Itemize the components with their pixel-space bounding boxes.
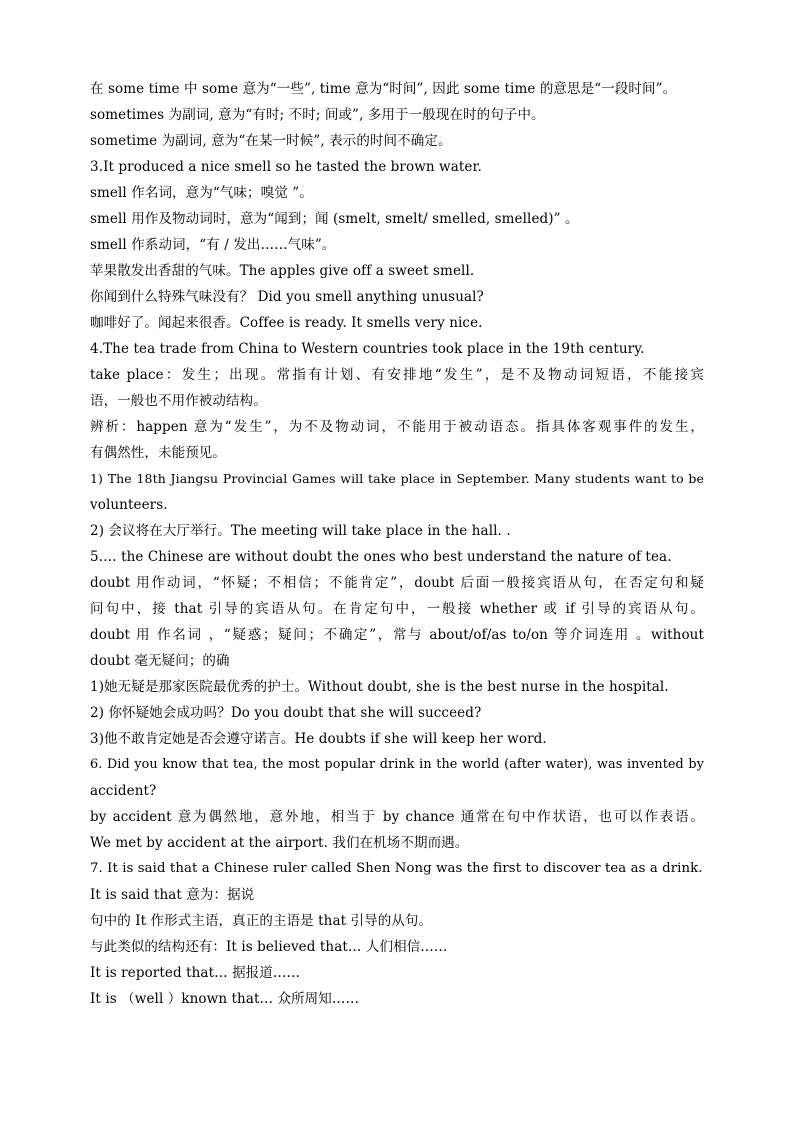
text-line: smell 用作及物动词时，意为“闻到；闻 (smelt, smelt/ smelled, smelled)” 。 — [90, 211, 579, 227]
text-line: 3.It produced a nice smell so he tasted the brown water. — [90, 159, 482, 175]
text-line: smell 作系动词，“有 / 发出……气味”。 — [90, 237, 336, 253]
text-line: 2) 你怀疑她会成功吗？Do you doubt that she will succeed? — [90, 705, 482, 721]
text-line: 语，一般也不用作被动结构。 — [90, 393, 267, 409]
text-line: 1) The 18th Jiangsu Provincial Games will take place in September. Many students want to be — [90, 471, 704, 486]
text-line: 咖啡好了。闻起来很香。Coffee is ready. It smells very nice. — [90, 315, 483, 331]
text-line: volunteers. — [90, 497, 168, 513]
text-line: take place：发生；出现。常指有计划、有安排地“发生”，是不及物动词短语，不能接宾 — [90, 367, 704, 383]
text-line: 6. Did you know that tea, the most popular drink in the world (after water), was invented by — [90, 757, 704, 772]
text-line: 苹果散发出香甜的气味。The apples give off a sweet smell. — [90, 263, 475, 279]
text-line: It is （well ）known that… 众所周知…… — [90, 991, 360, 1007]
text-line: smell 作名词，意为“气味；嗅觉 ”。 — [90, 185, 313, 201]
text-line: doubt 用 作名词 ，“疑惑；疑问；不确定”，常与 about/of/as to/on 等介词连用 。without — [90, 627, 704, 643]
text-line: sometime 为副词, 意为“在某一时候”, 表示的时间不确定。 — [90, 133, 452, 149]
text-line: 有偶然性，未能预见。 — [90, 445, 226, 461]
text-line: 问句中，接 that 引导的宾语从句。在肯定句中，一般接 whether 或 if 引导的宾语从句。 — [90, 601, 704, 617]
text-line: We met by accident at the airport. 我们在机场不期而遇。 — [90, 835, 469, 851]
text-line: 1)她无疑是那家医院最优秀的护士。Without doubt, she is the best nurse in the hospital. — [90, 679, 669, 695]
text-line: by accident 意为偶然地，意外地，相当于 by chance 通常在句中作状语，也可以作表语。 — [90, 809, 704, 825]
text-line: doubt 毫无疑问；的确 — [90, 653, 230, 669]
text-line: 你闻到什么特殊气味没有？ Did you smell anything unusual? — [90, 289, 484, 305]
text-line: sometimes 为副词, 意为“有时; 不时; 间或”, 多用于一般现在时的句子中。 — [90, 107, 545, 123]
document-page — [90, 76, 704, 1012]
text-line: 辨析：happen 意为“发生”，为不及物动词，不能用于被动语态。指具体客观事件的发生， — [90, 419, 704, 435]
text-line: 句中的 It 作形式主语，真正的主语是 that 引导的从句。 — [90, 913, 433, 929]
text-line: 2) 会议将在大厅举行。The meeting will take place in the hall. . — [90, 523, 511, 539]
text-line: 7. It is said that a Chinese ruler called Shen Nong was the first to discover tea as a drink. — [90, 861, 703, 876]
text-line: It is said that 意为：据说 — [90, 887, 255, 903]
text-line: 3)他不敢肯定她是否会遵守诺言。He doubts if she will keep her word. — [90, 731, 547, 747]
text-line: 在 some time 中 some 意为“一些”, time 意为“时间”, 因此 some time 的意思是“一段时间”。 — [90, 81, 677, 97]
text-line: accident? — [90, 783, 157, 799]
text-line: 5.… the Chinese are without doubt the ones who best understand the nature of tea. — [90, 549, 672, 565]
text-line: doubt 用作动词，“怀疑；不相信；不能肯定”，doubt 后面一般接宾语从句，在否定句和疑 — [90, 575, 704, 591]
text-line: 4.The tea trade from China to Western countries took place in the 19th century. — [90, 341, 645, 357]
text-line: It is reported that… 据报道…… — [90, 965, 301, 981]
text-line: 与此类似的结构还有：It is believed that… 人们相信…… — [90, 939, 448, 955]
